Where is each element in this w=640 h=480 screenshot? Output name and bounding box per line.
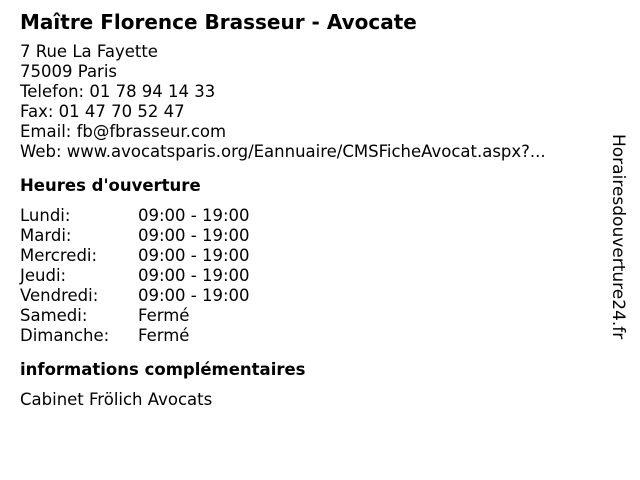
hours-row-tuesday (20, 226, 600, 246)
hours-table (20, 206, 600, 346)
hours-row-thursday (20, 266, 600, 286)
hours-time: 09:00 - 19:00 (138, 286, 250, 305)
hours-row-friday (20, 286, 600, 306)
hours-day: Mardi: (20, 226, 72, 245)
hours-time: Fermé (138, 306, 190, 325)
web-line: Web: www.avocatsparis.org/Eannuaire/CMSFicheAvocat.aspx?... (20, 142, 546, 161)
address-city: 75009 Paris (20, 62, 118, 81)
hours-row-monday (20, 206, 600, 226)
hours-day: Dimanche: (20, 326, 110, 345)
email-line: Email: fb@fbrasseur.com (20, 122, 227, 141)
hours-time: 09:00 - 19:00 (138, 266, 250, 285)
address-street: 7 Rue La Fayette (20, 42, 158, 61)
hours-day: Samedi: (20, 306, 88, 325)
hours-row-saturday (20, 306, 600, 326)
hours-time: 09:00 - 19:00 (138, 226, 250, 245)
listing-content (20, 10, 600, 410)
info-heading: informations complémentaires (20, 360, 306, 379)
page-title: Maître Florence Brasseur - Avocate (20, 10, 417, 34)
hours-time: 09:00 - 19:00 (138, 246, 250, 265)
hours-row-wednesday (20, 246, 600, 266)
hours-time: Fermé (138, 326, 190, 345)
fax-line: Fax: 01 47 70 52 47 (20, 102, 185, 121)
hours-day: Jeudi: (20, 266, 67, 285)
hours-day: Vendredi: (20, 286, 99, 305)
site-watermark: Horairesdouverture24.fr (608, 134, 628, 340)
phone-line: Telefon: 01 78 94 14 33 (20, 82, 216, 101)
hours-heading: Heures d'ouverture (20, 176, 201, 195)
hours-row-sunday (20, 326, 600, 346)
hours-day: Mercredi: (20, 246, 98, 265)
info-text: Cabinet Frölich Avocats (20, 390, 213, 409)
hours-day: Lundi: (20, 206, 71, 225)
hours-time: 09:00 - 19:00 (138, 206, 250, 225)
